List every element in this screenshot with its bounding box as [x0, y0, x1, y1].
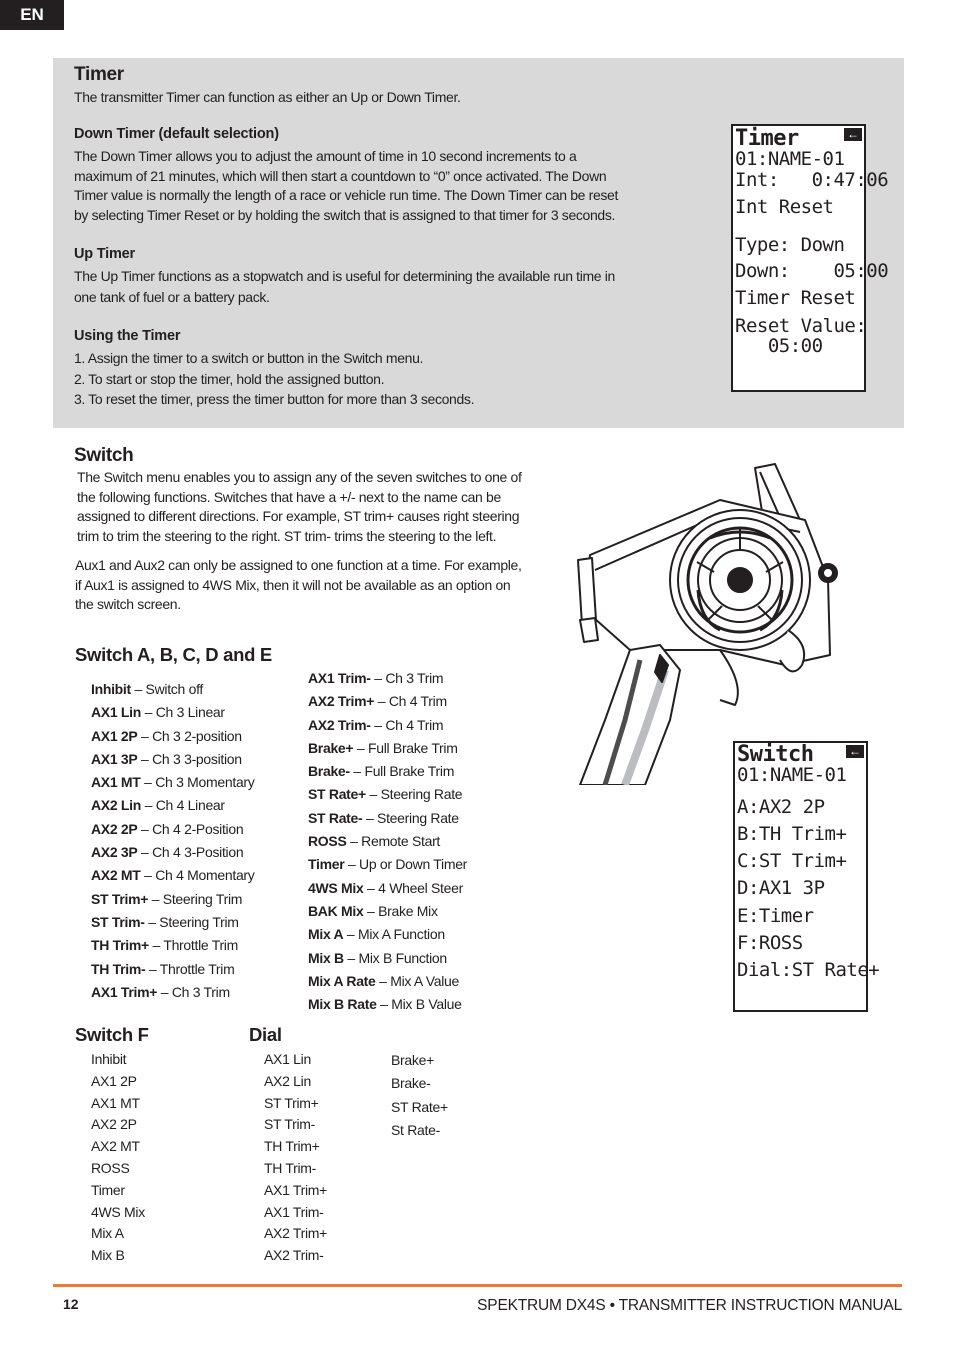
language-tab: EN	[0, 0, 64, 30]
page-number: 12	[63, 1296, 79, 1312]
list-item: AX2 MT – Ch 4 Momentary	[91, 867, 255, 884]
down-timer-heading: Down Timer (default selection)	[74, 126, 279, 142]
list-item: BAK Mix – Brake Mix	[308, 902, 438, 919]
list-item: Brake+ – Full Brake Trim	[308, 739, 458, 756]
list-item: AX1 2P	[91, 1072, 137, 1089]
lcd-line: Timer Reset	[735, 287, 856, 309]
list-item: AX1 2P – Ch 3 2-position	[91, 727, 242, 744]
lcd-line: E:Timer	[737, 905, 814, 927]
list-item: AX2 Trim- – Ch 4 Trim	[308, 716, 444, 733]
back-arrow-icon: ←	[844, 128, 862, 141]
timer-intro: The transmitter Timer can function as either an Up or Down Timer.	[74, 89, 461, 105]
lcd-line: Int: 0:47:06	[735, 169, 889, 191]
list-item: Inhibit – Switch off	[91, 681, 203, 697]
lcd-title: Switch	[737, 742, 814, 767]
list-item: TH Trim-	[264, 1159, 317, 1176]
list-item: 4WS Mix	[91, 1203, 145, 1220]
list-item: AX2 Trim+	[264, 1225, 328, 1242]
list-item: AX2 MT	[91, 1138, 140, 1155]
list-item: 4WS Mix – 4 Wheel Steer	[308, 879, 463, 896]
lcd-line: Dial:ST Rate+	[737, 959, 880, 981]
list-item: Mix A – Mix A Function	[308, 926, 445, 943]
list-item: ST Rate- – Steering Rate	[308, 809, 459, 826]
using-timer-heading: Using the Timer	[74, 328, 181, 344]
lcd-line: F:ROSS	[737, 932, 803, 954]
transmitter-illustration	[570, 460, 850, 785]
down-timer-text: The Down Timer allows you to adjust the amount of time in 10 second increments to a maximum of 21 minutes, which will then start a countdown to “0” once activated. The Down Timer value is normally the length of a race or vehicle run time. The Down Timer can be reset by selecting Timer Reset or by holding the switch that is assigned to that timer for 3 seconds.	[74, 148, 619, 223]
list-item: Mix B	[91, 1247, 125, 1264]
footer-manual-title: SPEKTRUM DX4S • TRANSMITTER INSTRUCTION MANUAL	[477, 1297, 902, 1314]
lcd-line: A:AX2 2P	[737, 796, 825, 818]
switch-f-heading: Switch F	[75, 1024, 149, 1045]
list-item: AX1 Trim+	[264, 1181, 328, 1198]
list-item: ST Trim- – Steering Trim	[91, 913, 239, 930]
lcd-line: Reset Value:	[735, 315, 867, 337]
list-item: Brake-	[391, 1075, 431, 1092]
footer-divider	[53, 1284, 902, 1287]
lcd-line: Type: Down	[735, 234, 845, 256]
lcd-line: Int Reset	[735, 196, 834, 218]
list-item: Inhibit	[91, 1051, 127, 1067]
list-item: AX1 MT	[91, 1094, 140, 1111]
list-item: ST Rate+ – Steering Rate	[308, 786, 463, 803]
up-timer-heading: Up Timer	[74, 246, 135, 262]
timer-heading: Timer	[74, 64, 124, 85]
list-item: AX1 3P – Ch 3 3-position	[91, 750, 242, 767]
list-item: St Rate-	[391, 1121, 440, 1138]
list-item: Timer	[91, 1181, 125, 1198]
lcd-line: Down: 05:00	[735, 260, 889, 282]
switch-functions-list-2	[308, 667, 467, 1016]
list-item: AX2 3P – Ch 4 3-Position	[91, 844, 244, 861]
list-item: AX1 MT – Ch 3 Momentary	[91, 774, 255, 791]
list-item: AX2 Trim-	[264, 1247, 324, 1264]
switch-aux-note: Aux1 and Aux2 can only be assigned to one function at a time. For example, if Aux1 is assigned to 4WS Mix, then it will not be available as an option on the switch screen.	[75, 557, 522, 612]
dial-heading: Dial	[249, 1024, 282, 1045]
list-item: ST Trim-	[264, 1116, 316, 1133]
back-arrow-icon: ←	[846, 745, 864, 758]
up-timer-text: The Up Timer functions as a stopwatch and is useful for determining the available run time in one tank of fuel or a battery pack.	[74, 268, 615, 305]
list-item: ROSS	[91, 1159, 130, 1176]
list-item: TH Trim+	[264, 1138, 320, 1155]
list-item: ST Trim+ – Steering Trim	[91, 890, 243, 907]
switch-heading: Switch	[74, 445, 134, 466]
list-item: Mix A	[91, 1225, 124, 1242]
list-item: ST Rate+	[391, 1098, 448, 1115]
list-item: AX1 Trim+ – Ch 3 Trim	[91, 983, 230, 1000]
switch-lcd-screen	[733, 741, 880, 1012]
dial-options-2	[391, 1049, 448, 1142]
list-item: TH Trim+ – Throttle Trim	[91, 937, 238, 954]
lcd-line: D:AX1 3P	[737, 877, 825, 899]
list-item: TH Trim- – Throttle Trim	[91, 960, 235, 977]
lcd-line: B:TH Trim+	[737, 823, 847, 845]
list-item: AX1 Lin	[264, 1051, 311, 1067]
list-item: Mix B – Mix B Function	[308, 949, 447, 966]
lcd-line: 01:NAME-01	[737, 764, 847, 786]
list-item: AX2 Trim+ – Ch 4 Trim	[308, 693, 447, 710]
switch-f-options	[91, 1049, 145, 1267]
list-item: AX1 Lin – Ch 3 Linear	[91, 704, 225, 721]
list-item: ST Trim+	[264, 1094, 319, 1111]
using-timer-steps: 1. Assign the timer to a switch or button in the Switch menu. 2. To start or stop the timer, hold the assigned button. 3. To reset the timer, press the timer button for more than 3 seconds.	[74, 350, 475, 407]
dial-options-1	[264, 1049, 327, 1267]
lcd-line: C:ST Trim+	[737, 850, 847, 872]
switch-intro: The Switch menu enables you to assign any of the seven switches to one of the following functions. Switches that have a +/- next to the name can be assigned to different directions. For example, ST trim+ causes right steering trim to trim the steering to the right. ST trim- trims the steering to the left.	[77, 469, 522, 544]
lcd-title: Timer	[735, 126, 799, 151]
timer-lcd-screen	[731, 124, 889, 392]
lcd-line: 01:NAME-01	[735, 148, 845, 170]
list-item: Mix B Rate – Mix B Value	[308, 996, 462, 1013]
list-item: ROSS – Remote Start	[308, 833, 441, 850]
list-item: Brake- – Full Brake Trim	[308, 763, 455, 780]
list-item: AX1 Trim- – Ch 3 Trim	[308, 670, 444, 686]
switch-functions-list-1	[91, 678, 255, 1004]
list-item: Mix A Rate – Mix A Value	[308, 972, 460, 989]
list-item: Timer – Up or Down Timer	[308, 856, 468, 873]
list-item: AX2 Lin	[264, 1072, 311, 1089]
list-item: AX2 2P – Ch 4 2-Position	[91, 820, 244, 837]
list-item: AX1 Trim-	[264, 1203, 324, 1220]
list-item: Brake+	[391, 1052, 434, 1068]
list-item: AX2 2P	[91, 1116, 137, 1133]
lcd-line: 05:00	[735, 335, 823, 357]
list-item: AX2 Lin – Ch 4 Linear	[91, 797, 225, 814]
switch-abcde-heading: Switch A, B, C, D and E	[75, 644, 272, 665]
